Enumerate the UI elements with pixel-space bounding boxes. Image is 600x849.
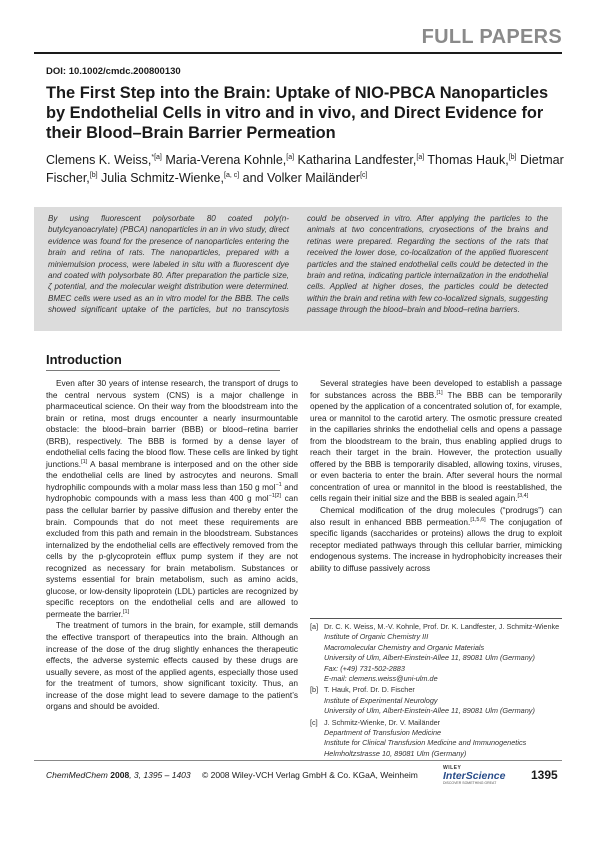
citation[interactable]: [3,4] — [517, 493, 529, 500]
body-paragraph: Even after 30 years of intense research, the transport of drugs to the central nervous system (CNS) is a major challenge in pharmaceutical science. On their way from the bloodstream into the brain or retina, most drugs encounter a nearly insurmountable obstacle: the blood–brain barrier (BBB) or blood–retina barrier (BRB), respectively. The BBB is formed by a dense layer of endothelial cells facing the blood flow. These cells are linked by tight junctions.[1] A basal membrane is interposed and on the other side the endothelial cells are lined by astrocytes and neurons. Small hydrophilic compounds with a molar mass less than 150 g mol$^{-1}$ and hydrophobic compounds with a mass less than 400 g mol$^{-1[2]}$ can pass the cellular barrier by passive diffusion and thereby enter the brain. Compounds that do not meet these requirements are excluded from this path and remain in the bloodstream. Substances internalized by the endothelial cells are effectively removed from the cells by the p-glycoprotein efflux pump system if they are not recognized as necessary for brain metabolism. Substances or systems essential for brain metabolism, such as amino acids, glucose, or low-density lipoprotein (LDL) particles are recognized by specific receptors on the endothelial cells and are allowed to permeate the barrier.[1] — [46, 378, 298, 619]
affiliation-mark: [b] — [310, 685, 319, 695]
affiliation-line: J. Schmitz-Wienke, Dr. V. Mailänder — [324, 717, 441, 727]
affiliation-line: Fax: (+49) 731-502-2883 — [324, 663, 405, 673]
footer-citation — [46, 770, 191, 780]
section-heading-introduction: Introduction — [46, 352, 122, 367]
affiliation-line: Institute for Clinical Transfusion Medicine and Immunogenetics — [324, 738, 527, 748]
affiliation-line: Macromolecular Chemistry and Organic Materials — [324, 642, 485, 652]
author-name: Dietmar Fischer, — [46, 153, 564, 186]
affiliations — [310, 622, 562, 760]
affiliation-line: University of Ulm, Albert-Einstein-Allee 11, 89081 Ulm (Germany) — [324, 653, 535, 663]
publisher-logo[interactable] — [443, 765, 506, 785]
body-column-left — [46, 378, 298, 713]
affiliation-line: Dr. C. K. Weiss, M.-V. Kohnle, Prof. Dr. K. Landfester, J. Schmitz-Wienke — [324, 622, 560, 631]
author-affiliation-mark: [a] — [416, 154, 425, 161]
citation[interactable]: [1,5,6] — [470, 516, 486, 523]
author-name: Clemens K. Weiss, — [46, 153, 152, 168]
email-link[interactable]: E-mail: clemens.weiss@uni-ulm.de — [324, 674, 438, 684]
author-name: Thomas Hauk, — [424, 153, 509, 168]
abstract-text: By using fluorescent polysorbate 80 coated poly(n-butylcyanoacrylate) (PBCA) nanoparticles in an in vivo study, direct evidence was found for the presence of nanoparticles entering the brain and retina of rats. The nanoparticles, prepared with a miniemulsion process, were labeled in situ with a fluorescent dye and coated with polysorbate 80. After preparation the particle size, ζ potential, and the molecular weight distribution were determined. BMEC cells were used as an in vitro model for the BBB. The cells showed significant uptake of the particles, but no transcytosis could be observed in vitro. After applying the particles to the animals at two concentrations, cryosections of the brains and retinas were prepared. Regarding the sections of the rats that received the lower dose, co-localization of the applied fluorescent particles and the stained endothelial cells could be detected in the brain and retina, indicating particle internalization in the endothelial cells. Applied at higher doses, the particles could be detected within the brain and retina with few co-localized signals, suggesting passage through the blood–brain and blood–retina barriers. — [48, 214, 548, 315]
affiliation-line: T. Hauk, Prof. Dr. D. Fischer — [324, 685, 415, 695]
affiliation-line: Institute of Organic Chemistry III — [324, 632, 429, 642]
section-heading-rule — [46, 370, 280, 371]
journal-volume-pages: , 3, 1395 – 1403 — [129, 770, 191, 780]
author-name: Katharina Landfester, — [294, 153, 417, 168]
journal-name: ChemMedChem — [46, 770, 108, 780]
citation[interactable]: [1] — [81, 459, 88, 466]
affiliation-line: University of Ulm, Albert-Einstein-Allee 11, 89081 Ulm (Germany) — [324, 706, 535, 716]
author-affiliation-mark: [b] — [89, 172, 98, 180]
author-affiliation-mark: [c] — [360, 172, 368, 180]
author-affiliation-mark: *[a] — [151, 154, 162, 161]
author-affiliation-mark: [a] — [286, 154, 295, 161]
header-rule — [34, 52, 562, 54]
journal-year: 2008 — [110, 770, 130, 780]
doi[interactable]: DOI: 10.1002/cmdc.200800130 — [46, 66, 181, 77]
body-paragraph: The treatment of tumors in the brain, for example, still demands the effective transport of therapeutics into the brain. Although an increase of the dose of the drug slightly enhances the therapeutic effects, the adverse systemic effects caused by these drugs are usually severe, as most of the applied agents, especially those used for the treatment of tumors, show significant toxicity. Thus, an increase of the dose might lead to severe damage to the patient’s organs and should be avoided. — [46, 620, 298, 712]
affiliation-line: Institute of Experimental Neurology — [324, 695, 438, 705]
affiliation-item — [310, 718, 562, 760]
citation[interactable]: [1] — [123, 609, 130, 616]
author-list — [46, 150, 566, 186]
logo-wiley-text: WILEY — [443, 765, 462, 771]
footer-rule — [34, 760, 562, 761]
author-affiliation-mark: [a, c] — [224, 172, 240, 180]
author-affiliation-mark: [b] — [508, 154, 517, 161]
affiliation-item — [310, 685, 562, 716]
affiliation-mark: [a] — [310, 622, 319, 631]
body-column-right — [310, 378, 562, 574]
affiliation-mark: [c] — [310, 717, 318, 727]
logo-interscience-text: InterScience — [443, 770, 506, 782]
author-name: and Volker Mailänder — [239, 171, 361, 186]
logo-tagline: DISCOVER SOMETHING GREAT — [443, 781, 497, 785]
affiliation-line: Helmholtzstrasse 10, 89081 Ulm (Germany) — [324, 748, 467, 758]
author-name: Maria-Verena Kohnle, — [161, 153, 287, 168]
affiliation-rule — [310, 618, 562, 619]
superscript: −1 — [275, 482, 282, 489]
affiliation-item — [310, 622, 562, 684]
body-paragraph: Several strategies have been developed to establish a passage for substances across the BBB.[1] The BBB can be temporarily opened by the application of a concentrated solution of, for example, urea or mannitol to the carotid artery. The osmotic pressure created in the capillaries shrinks the endothelial cells and opens a passage from the bloodstream to the brain, thus enabling applied drugs to reach their target in the brain. However, the protection usually offered by the BBB is temporarily disabled, allowing toxins, viruses, or even bacteria to enter the brain. After several hours the normal concentration of urea or mannitol in the blood is reestablished, the cells regain their initial size and the BBB is sealed again.[3,4] — [310, 378, 562, 504]
citation[interactable]: −1[2] — [268, 493, 281, 500]
body-paragraph: Chemical modification of the drug molecules (“prodrugs”) can also result in enhanced BBB permeation.[1,5,6] The conjugation of specific ligands (saccharides or proteins) allows the drug to exploit receptor mediated pathways through this cellular barrier, mimicking endogenous systems. The increase in hydrophobicity increases their ability to diffuse passively across — [310, 505, 562, 573]
abstract-box — [34, 207, 562, 331]
author-name: Julia Schmitz-Wienke, — [97, 171, 224, 186]
article-title: The First Step into the Brain: Uptake of NIO-PBCA Nanoparticles by Endothelial Cells in vitro and in vivo, and Direct Evidence for their Blood–Brain Barrier Permeation — [46, 84, 549, 142]
affiliation-line: Department of Transfusion Medicine — [324, 728, 442, 738]
copyright-notice: © 2008 Wiley-VCH Verlag GmbH & Co. KGaA, Weinheim — [202, 770, 418, 780]
page-number: 1395 — [531, 768, 558, 782]
citation[interactable]: [1] — [436, 389, 443, 396]
section-label: FULL PAPERS — [421, 26, 562, 48]
